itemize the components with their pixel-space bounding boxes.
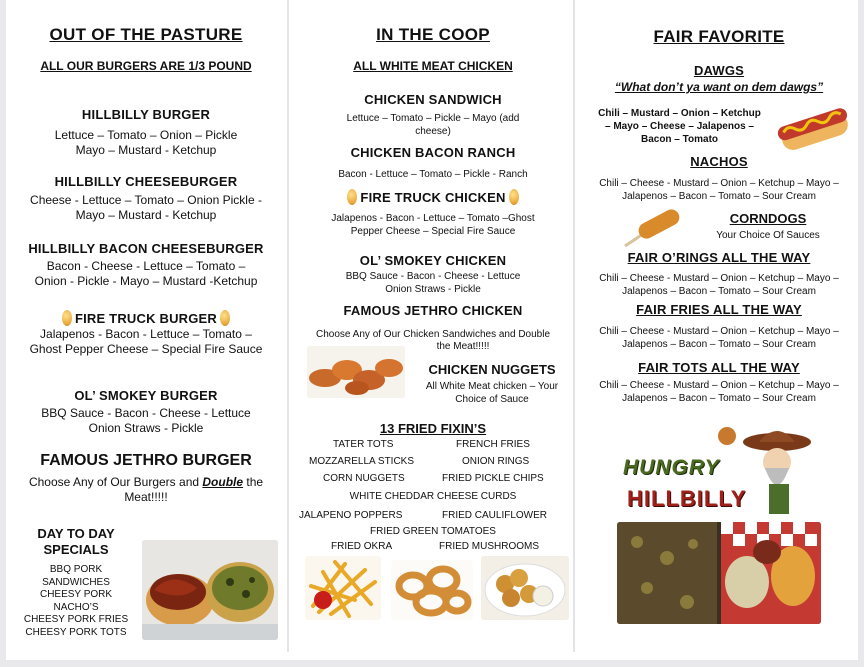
item-desc: Ghost Pepper Cheese – Special Fire Sauce — [29, 342, 263, 356]
column-divider — [573, 0, 575, 652]
column-in-the-coop — [293, 0, 573, 652]
item-desc: Chili – Cheese - Mustard – Onion – Ketchup – Mayo – — [599, 326, 839, 337]
item-desc-jethro — [6, 475, 286, 490]
item-desc: Jalapenos - Bacon - Lettuce – Tomato – — [40, 327, 252, 341]
column-fair-favorite — [579, 0, 859, 652]
item-name-fair-orings: FAIR O’RINGS ALL THE WAY — [627, 250, 811, 265]
special-item: BBQ PORK — [49, 564, 103, 575]
food-platter-image — [617, 522, 821, 624]
hot-dog-image — [774, 99, 854, 159]
onion-rings-image — [391, 560, 473, 620]
item-desc: Onion - Pickle - Mayo – Mustard -Ketchup — [34, 274, 258, 288]
item-name-bacon-cheeseburger: HILLBILLY BACON CHEESEBURGER — [28, 241, 264, 256]
corndog-image — [621, 206, 683, 250]
item-name-hillbilly-burger: HILLBILLY BURGER — [81, 107, 211, 122]
corndogs-block — [683, 211, 853, 241]
chicken-nuggets-image — [307, 346, 405, 398]
fixin-item: TATER TOTS — [333, 439, 394, 450]
item-desc: Jalapenos – Bacon – Tomato – Sour Cream — [622, 191, 816, 202]
fixin-item: FRENCH FRIES — [456, 439, 530, 450]
special-item: SANDWICHES — [42, 576, 110, 588]
fixin-item: FRIED OKRA — [331, 541, 393, 552]
fixin-item: CORN NUGGETS — [323, 473, 405, 484]
item-name-fire-truck-chicken — [293, 189, 573, 205]
item-desc: Mayo – Mustard - Ketchup — [75, 208, 217, 222]
corn-icon — [509, 189, 519, 205]
corn-icon — [62, 310, 72, 326]
logo-text-hungry: HUNGRY — [623, 456, 720, 479]
item-desc: Bacon - Cheese - Lettuce – Tomato – — [46, 259, 246, 273]
column-out-of-the-pasture — [6, 0, 286, 652]
fixin-item: MOZZARELLA STICKS — [309, 456, 415, 467]
item-name-text: FIRE TRUCK BURGER — [74, 311, 218, 326]
desc-emphasis: Double — [202, 475, 244, 489]
item-desc: BBQ Sauce - Bacon - Cheese - Lettuce — [345, 271, 521, 282]
item-desc: All White Meat chicken – Your — [425, 381, 559, 392]
item-desc: Chili – Cheese - Mustard – Onion – Ketchup – Mayo – — [599, 273, 839, 284]
special-item: CHEESY PORK FRIES — [23, 614, 129, 625]
item-desc: BBQ Sauce - Bacon - Cheese - Lettuce — [41, 406, 251, 420]
dawgs-desc — [587, 107, 772, 146]
item-desc: Your Choice Of Sauces — [716, 230, 820, 241]
item-name-dawgs: DAWGS — [693, 63, 745, 78]
item-desc: Bacon – Tomato — [640, 134, 719, 145]
item-name-text: FIRE TRUCK CHICKEN — [360, 190, 506, 205]
item-desc: Chili – Mustard – Onion – Ketchup — [598, 108, 761, 119]
column-divider — [287, 0, 289, 652]
fixin-item: FRIED PICKLE CHIPS — [442, 473, 544, 484]
item-name-corndogs: CORNDOGS — [729, 211, 807, 226]
corn-icon — [347, 189, 357, 205]
fixin-item: FRIED CAULIFLOWER — [442, 510, 548, 521]
item-name-fair-tots: FAIR TOTS ALL THE WAY — [638, 360, 800, 375]
item-name-ol-smokey-burger: OL’ SMOKEY BURGER — [74, 388, 218, 403]
item-desc: Lettuce – Tomato – Pickle – Mayo (add — [346, 113, 520, 124]
item-desc: Jalapenos – Bacon – Tomato – Sour Cream — [622, 393, 816, 404]
item-name-chicken-nuggets: CHICKEN NUGGETS — [428, 362, 556, 377]
item-desc: – Mayo – Cheese – Jalapenos – — [605, 121, 754, 132]
chicken-nuggets-block — [411, 362, 573, 406]
item-name-famous-jethro-chicken: FAMOUS JETHRO CHICKEN — [343, 303, 523, 318]
item-desc: Choose Any of Our Chicken Sandwiches and Double — [315, 329, 551, 340]
item-desc: Choice of Sauce — [455, 394, 529, 405]
item-name-fair-fries: FAIR FRIES ALL THE WAY — [636, 302, 802, 317]
item-desc: Bacon - Lettuce – Tomato – Pickle - Ranch — [338, 169, 528, 180]
fixin-item: JALAPENO POPPERS — [299, 510, 403, 521]
item-desc: the Meat!!!!! — [436, 341, 490, 352]
desc-part: the — [243, 475, 264, 489]
french-fries-image — [305, 556, 381, 620]
fixin-item: ONION RINGS — [462, 456, 530, 467]
dawgs-tagline: “What don’t ya want on dem dawgs” — [614, 80, 824, 94]
item-name-ol-smokey-chicken: OL’ SMOKEY CHICKEN — [359, 253, 507, 268]
item-desc: Meat!!!!! — [124, 490, 168, 504]
item-desc: Pepper Cheese – Special Fire Sauce — [350, 226, 516, 237]
item-desc: Onion Straws - Pickle — [385, 284, 481, 295]
section-title-fair-favorite: FAIR FAVORITE — [653, 27, 785, 46]
hungry-hillbilly-logo — [619, 422, 819, 524]
section-subtitle-coop: ALL WHITE MEAT CHICKEN — [353, 59, 513, 73]
item-desc: Jalapenos – Bacon – Tomato – Sour Cream — [622, 286, 816, 297]
fixins-title: 13 FRIED FIXIN’S — [379, 421, 487, 436]
item-desc: cheese) — [415, 126, 451, 137]
section-title-pasture: OUT OF THE PASTURE — [49, 25, 243, 44]
special-item: NACHO’S — [53, 601, 99, 613]
special-item: CHEESY PORK TOTS — [25, 626, 127, 638]
item-desc: Chili – Cheese - Mustard – Onion – Ketchup – Mayo – — [599, 380, 839, 391]
section-title-coop: IN THE COOP — [376, 25, 490, 44]
fixin-item: FRIED MUSHROOMS — [439, 541, 539, 552]
item-desc: Onion Straws - Pickle — [88, 421, 204, 435]
item-desc: Cheese - Lettuce – Tomato – Onion Pickle - — [30, 193, 262, 207]
bbq-pork-sandwich-image — [142, 540, 278, 640]
item-name-hillbilly-cheeseburger: HILLBILLY CHEESEBURGER — [54, 174, 238, 189]
item-name-nachos: NACHOS — [690, 154, 748, 169]
item-desc: Lettuce – Tomato – Onion – Pickle — [54, 128, 238, 142]
item-desc: Chili – Cheese - Mustard – Onion – Ketchup – Mayo – — [599, 178, 839, 189]
specials-title: SPECIALS — [43, 542, 109, 557]
logo-text-hillbilly: HILLBILLY — [627, 486, 747, 511]
item-name-chicken-bacon-ranch: CHICKEN BACON RANCH — [350, 145, 516, 160]
specials-title: DAY TO DAY — [37, 526, 115, 541]
item-name-chicken-sandwich: CHICKEN SANDWICH — [364, 92, 502, 107]
item-desc: Jalapenos – Bacon – Tomato – Sour Cream — [622, 339, 816, 350]
item-desc: Jalapenos - Bacon - Lettuce – Tomato –Ghost — [331, 213, 535, 224]
desc-part: Choose Any of Our Burgers and — [28, 475, 203, 489]
fixin-item: WHITE CHEDDAR CHEESE CURDS — [349, 491, 517, 502]
day-to-day-specials — [6, 526, 146, 639]
menu-sheet — [6, 0, 858, 660]
item-name-fire-truck-burger — [6, 310, 286, 326]
special-item: CHEESY PORK — [39, 589, 113, 600]
item-name-famous-jethro-burger: FAMOUS JETHRO BURGER — [40, 452, 252, 469]
fried-pickle-chips-image — [481, 556, 569, 620]
item-desc: Mayo – Mustard - Ketchup — [75, 143, 217, 157]
section-subtitle-pasture: ALL OUR BURGERS ARE 1/3 POUND — [40, 59, 252, 73]
fixin-item: FRIED GREEN TOMATOES — [370, 526, 496, 537]
corn-icon — [220, 310, 230, 326]
